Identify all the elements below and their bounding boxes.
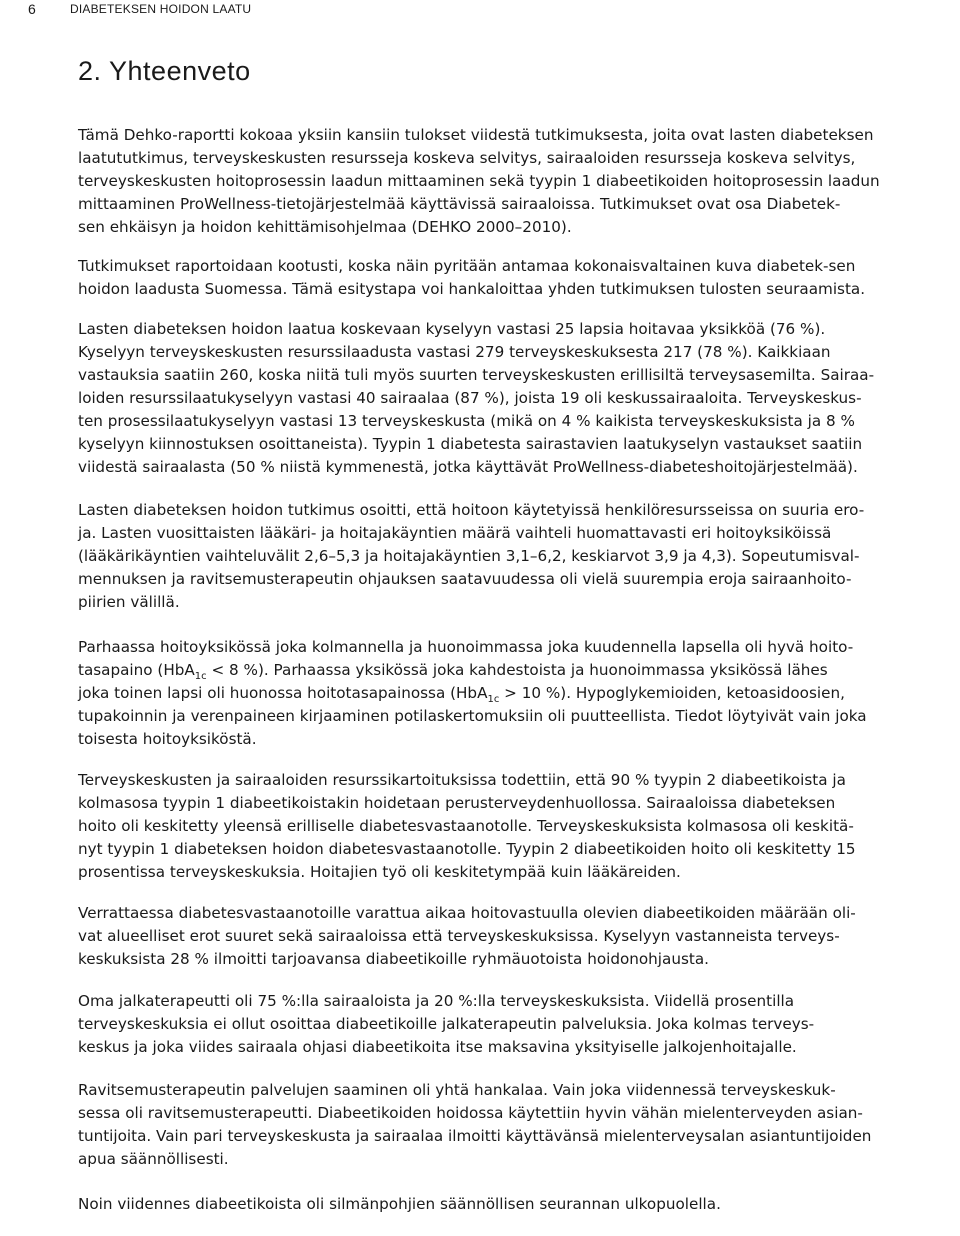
text-line: terveyskeskusten hoitoprosessin laadun mittaaminen sekä tyypin 1 diabeetikoiden hoitoprosessin laadun: [78, 172, 880, 190]
text-line: hoito oli keskitetty yleensä erilliselle diabetesvastaanotolle. Terveyskeskuksista kolmasosa oli keskitä-: [78, 817, 854, 835]
paragraph-intro: [78, 124, 880, 239]
text-line: hoidon laadusta Suomessa. Tämä esitystapa voi hankaloittaa yhden tutkimuksen tulosten seuraamista.: [78, 280, 866, 298]
text-line: Lasten diabeteksen hoidon tutkimus osoitti, että hoitoon käytetyissä henkilöresursseissa on suuria ero-: [78, 501, 865, 519]
text-line: laatututkimus, terveyskeskusten resursseja koskeva selvitys, sairaaloiden resursseja koskeva selvitys,: [78, 149, 856, 167]
text-line: Tämä Dehko-raportti kokoaa yksiin kansiin tulokset viidestä tutkimuksesta, joita ovat lasten diabeteksen: [78, 126, 874, 144]
text-line: Oma jalkaterapeutti oli 75 %:lla sairaaloista ja 20 %:lla terveyskeskuksista. Viidellä prosentilla: [78, 992, 795, 1010]
text-line: Terveyskeskusten ja sairaaloiden resurssikartoituksissa todettiin, että 90 % tyypin 2 diabeetikoista ja: [78, 771, 846, 789]
paragraph-eye-screening: [78, 1193, 818, 1216]
text-run: joka toinen lapsi oli huonossa hoitotasapainossa (HbA: [78, 684, 488, 702]
text-run: > 10 %). Hypoglykemioiden, ketoasidoosien,: [499, 684, 845, 702]
paragraph-clinic-time: [78, 902, 856, 971]
text-line: mittaaminen ProWellness-tietojärjestelmää käyttävissä sairaaloissa. Tutkimukset ovat osa Diabetek-: [78, 195, 841, 213]
text-line: Tutkimukset raportoidaan kootusti, koska näin pyritään antamaa kokonaisvaltainen kuva diabetek-sen: [78, 257, 856, 275]
text-line: ten prosessilaatukyselyyn vastasi 13 terveyskeskusta (mikä on 4 % kaikista terveyskeskuksista ja 8 %: [78, 412, 855, 430]
text-line: viidestä sairaalasta (50 % niistä kymmenestä, jotka käyttävät ProWellness-diabeteshoitojärjestelmää).: [78, 458, 858, 476]
text-line: tuntijoita. Vain pari terveyskeskusta ja sairaalaa ilmoitti käyttävänsä mielenterveysalan asiantuntijoiden: [78, 1127, 872, 1145]
text-line: apua säännöllisesti.: [78, 1150, 229, 1168]
paragraph-child-care: [78, 499, 865, 614]
document-body: [78, 124, 880, 1216]
text-line: keskuksista 28 % ilmoitti tarjoavansa diabeetikoille ryhmäuotoista hoidonohjausta.: [78, 950, 709, 968]
paragraph-resource-survey: [78, 769, 856, 884]
text-line: keskus ja joka viides sairaala ohjasi diabeetikoita itse maksavina yksityiselle jalkojenhoitajalle.: [78, 1038, 797, 1056]
paragraph-podiatry: [78, 990, 818, 1059]
text-line: Kyselyyn terveyskeskusten resurssilaadusta vastasi 279 terveyskeskuksesta 217 (78 %). Kaikkiaan: [78, 343, 831, 361]
text-run: tasapaino (HbA: [78, 661, 195, 679]
text-run: < 8 %). Parhaassa yksikössä joka kahdestoista ja huonoimmassa yksikössä lähes: [206, 661, 828, 679]
text-line: loiden resurssilaatukyselyyn vastasi 40 sairaalaa (87 %), joista 19 oli keskussairaaloita. Terveyskeskus-: [78, 389, 862, 407]
text-line: Parhaassa hoitoyksikössä joka kolmannella ja huonoimmassa joka kuudennella lapsella oli hyvä hoito-: [78, 638, 854, 656]
subscript: 1c: [487, 694, 500, 706]
text-line: vat alueelliset erot suuret sekä sairaaloissa että terveyskeskuksissa. Kyselyyn vastanneista terveys-: [78, 927, 840, 945]
paragraph-nutrition: [78, 1079, 872, 1171]
text-line: nyt tyypin 1 diabeteksen hoidon diabetesvastaanotolle. Tyypin 2 diabeetikoiden hoito oli keskitetty 15: [78, 840, 856, 858]
text-line: prosentissa terveyskeskuksia. Hoitajien työ oli keskitetympää kuin lääkäreiden.: [78, 863, 681, 881]
text-line: vastauksia saatiin 260, koska niitä tuli myös suurten terveyskeskusten erillisiltä terveysasemilta. Sairaa-: [78, 366, 875, 384]
text-line: toisesta hoitoyksiköstä.: [78, 730, 257, 748]
page-header: [0, 0, 960, 22]
text-line: sessa oli ravitsemusterapeutti. Diabeetikoiden hoidossa käytettiin hyvin vähän mielenterveyden asian-: [78, 1104, 863, 1122]
text-line: tupakoinnin ja verenpaineen kirjaaminen potilaskertomuksiin oli puutteellista. Tiedot löytyivät vain joka: [78, 707, 867, 725]
text-line: mennuksen ja ravitsemusterapeutin ohjauksen saatavuudessa oli vielä suurempia eroja sairaanhoito-: [78, 570, 852, 588]
text-line: Verrattaessa diabetesvastaanotoille varattua aikaa hoitovastuulla olevien diabeetikoiden määrään oli-: [78, 904, 856, 922]
text-line: terveyskeskuksia ei ollut osoittaa diabeetikoille jalkaterapeutin palveluksia. Joka kolmas terveys-: [78, 1015, 815, 1033]
paragraph-glycemic-control: [78, 636, 867, 751]
running-head: DIABETEKSEN HOIDON LAATU: [70, 2, 252, 16]
text-line: kyselyyn kiinnostuksen osoittaneista). Tyypin 1 diabetesta sairastavien laatukyselyn vastaukset saatiin: [78, 435, 863, 453]
text-line: Ravitsemusterapeutin palvelujen saaminen oli yhtä hankalaa. Vain joka viidennessä terveyskeskuk-: [78, 1081, 836, 1099]
text-line: piirien välillä.: [78, 593, 180, 611]
text-line: ja. Lasten vuosittaisten lääkäri- ja hoitajakäyntien määrä vaihteli huomattavasti eri hoitoyksiköissä: [78, 524, 832, 542]
text-line: Noin viidennes diabeetikoista oli silmänpohjien säännöllisen seurannan ulkopuolella.: [78, 1195, 721, 1213]
paragraph-reporting: [78, 255, 866, 301]
text-line: sen ehkäisyn ja hoidon kehittämisohjelmaa (DEHKO 2000–2010).: [78, 218, 572, 236]
text-line: (lääkärikäyntien vaihteluvälit 2,6–5,3 ja hoitajakäyntien 3,1–6,2, keskiarvot 3,9 ja 4,3). Sopeutumisval-: [78, 547, 860, 565]
text-line: [78, 659, 828, 683]
text-line: Lasten diabeteksen hoidon laatua koskevaan kyselyyn vastasi 25 lapsia hoitavaa yksikköä (76 %).: [78, 320, 826, 338]
section-title: 2. Yhteenveto: [78, 56, 251, 86]
text-line: kolmasosa tyypin 1 diabeetikoistakin hoidetaan perusterveydenhuollossa. Sairaaloissa diabeteksen: [78, 794, 836, 812]
subscript: 1c: [194, 671, 207, 683]
page-number: 6: [28, 1, 36, 17]
paragraph-response-rates: [78, 318, 875, 479]
text-line: [78, 682, 845, 706]
